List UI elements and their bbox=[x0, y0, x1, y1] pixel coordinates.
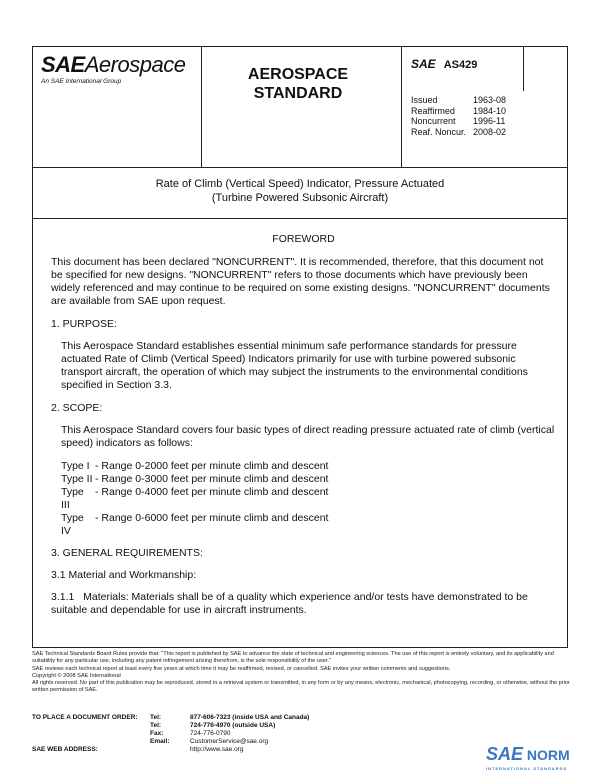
fax-number: 724-776-0790 bbox=[190, 730, 231, 737]
document-dates bbox=[411, 95, 506, 137]
title-line1: Rate of Climb (Vertical Speed) Indicator, Pressure Actuated bbox=[155, 178, 445, 190]
doc-type-line2: STANDARD bbox=[253, 85, 343, 102]
date-row: Reaf. Noncur. 2008-02 bbox=[411, 126, 507, 137]
order-contact-block: TO PLACE A DOCUMENT ORDER: Tel: 877-606-7323 (inside USA and Canada) Tel: 724-776-4970 (outside USA) Fax: 724-776-0790 Email: CustomerService@sae.org SAE WEB ADDRESS: http://www.sae.org bbox=[32, 714, 310, 753]
order-label: TO PLACE A DOCUMENT ORDER: bbox=[32, 714, 138, 721]
header-row bbox=[33, 47, 567, 168]
type-row: Type III - Range 0-4000 feet per minute climb and descent bbox=[61, 486, 329, 511]
types-list bbox=[61, 460, 556, 538]
document-title bbox=[33, 177, 567, 205]
foreword-heading: FOREWORD bbox=[272, 233, 335, 245]
title-line2: (Turbine Powered Subsonic Aircraft) bbox=[211, 192, 389, 204]
document-footer bbox=[32, 651, 572, 695]
watermark-tagline: INTERNATIONAL STANDARDS bbox=[486, 766, 568, 771]
scope-text: This Aerospace Standard covers four basic types of direct reading pressure actuated rate of climb (vertical speed) indicators as follows: bbox=[61, 424, 555, 449]
header-divider-2 bbox=[401, 47, 402, 167]
header-divider-1 bbox=[201, 47, 202, 167]
type-row: Type IV - Range 0-6000 feet per minute climb and descent bbox=[61, 512, 329, 537]
purpose-heading: 1. PURPOSE: bbox=[51, 318, 117, 330]
logo-aerospace: Aerospace bbox=[84, 52, 186, 77]
sae-norm-watermark bbox=[486, 744, 570, 771]
doc-type-line1: AEROSPACE bbox=[247, 66, 349, 83]
footer-rights: All rights reserved. No part of this publication may be reproduced, stored in a retrieval system or transmitted, in any form or by any means, electronic, mechanical, photocopying, recording, or otherwise, without the prior written permission of SAE. bbox=[32, 680, 570, 694]
purpose-text: This Aerospace Standard establishes essential minimum safe performance standards for pressure actuated Rate of Climb (Vertical Speed) Indicators primarily for use with turbine powered subsonic transport aircraft, the operation of which may subject the instruments to the environmental conditions specified in Section 3.3. bbox=[61, 340, 528, 391]
materials-text: 3.1.1 Materials: Materials shall be of a quality which experience and/or tests have demonstrated to be suitable and dependable for use in aircraft instruments. bbox=[51, 591, 531, 616]
type-row: Type II - Range 0-3000 feet per minute climb and descent bbox=[61, 473, 329, 485]
watermark-sae: SAE bbox=[486, 744, 524, 764]
web-address-link[interactable]: http://www.sae.org bbox=[190, 746, 244, 753]
email-link[interactable]: CustomerService@sae.org bbox=[190, 738, 269, 745]
footer-review: SAE reviews each technical report at least every five years at which time it may be reaffirmed, revised, or cancelled. SAE invites your written comments and suggestions. bbox=[32, 665, 451, 672]
document-number bbox=[411, 57, 477, 71]
footer-copyright: Copyright © 2008 SAE International bbox=[32, 672, 121, 679]
date-row: Reaffirmed 1984-10 bbox=[411, 105, 507, 116]
watermark-norm: NORM bbox=[526, 747, 570, 763]
logo-subtitle: An SAE International Group bbox=[41, 78, 122, 85]
web-label: SAE WEB ADDRESS: bbox=[32, 746, 98, 753]
scope-heading: 2. SCOPE: bbox=[51, 402, 103, 414]
sae-aerospace-logo bbox=[41, 53, 185, 85]
document-frame bbox=[32, 46, 568, 648]
document-type bbox=[233, 65, 363, 103]
doc-number-value: AS429 bbox=[443, 59, 478, 71]
sae-mark: SAE bbox=[411, 57, 436, 71]
document-body bbox=[51, 233, 556, 627]
header-divider-3 bbox=[523, 47, 524, 91]
logo-sae: SAE bbox=[41, 52, 85, 77]
material-workmanship-heading: 3.1 Material and Workmanship: bbox=[51, 569, 197, 581]
title-separator bbox=[33, 218, 567, 219]
general-requirements-heading: 3. GENERAL REQUIREMENTS: bbox=[51, 547, 203, 559]
type-row: Type I - Range 0-2000 feet per minute climb and descent bbox=[61, 460, 329, 472]
date-row: Noncurrent 1996-11 bbox=[411, 116, 506, 126]
footer-rules: SAE Technical Standards Board Rules provide that: "This report is published by SAE to advance the state of technical and engineering sciences. The use of this report is entirely voluntary, and its applicability and suitability for any particular use, including any patent infringement arising therefrom, is the sole responsibility of the user." bbox=[32, 651, 554, 665]
date-row: Issued 1963-08 bbox=[411, 95, 507, 105]
phone-inside-link: 877-606-7323 (inside USA and Canada) bbox=[190, 714, 310, 721]
foreword-text: This document has been declared "NONCURRENT". It is recommended, therefore, that this document not be specified for new designs. "NONCURRENT" refers to those documents which have previously been widely referenced and may continue to be required on some existing designs. "NONCURRENT" documents are available from SAE upon request. bbox=[51, 256, 550, 307]
phone-outside-link: 724-776-4970 (outside USA) bbox=[190, 722, 276, 729]
